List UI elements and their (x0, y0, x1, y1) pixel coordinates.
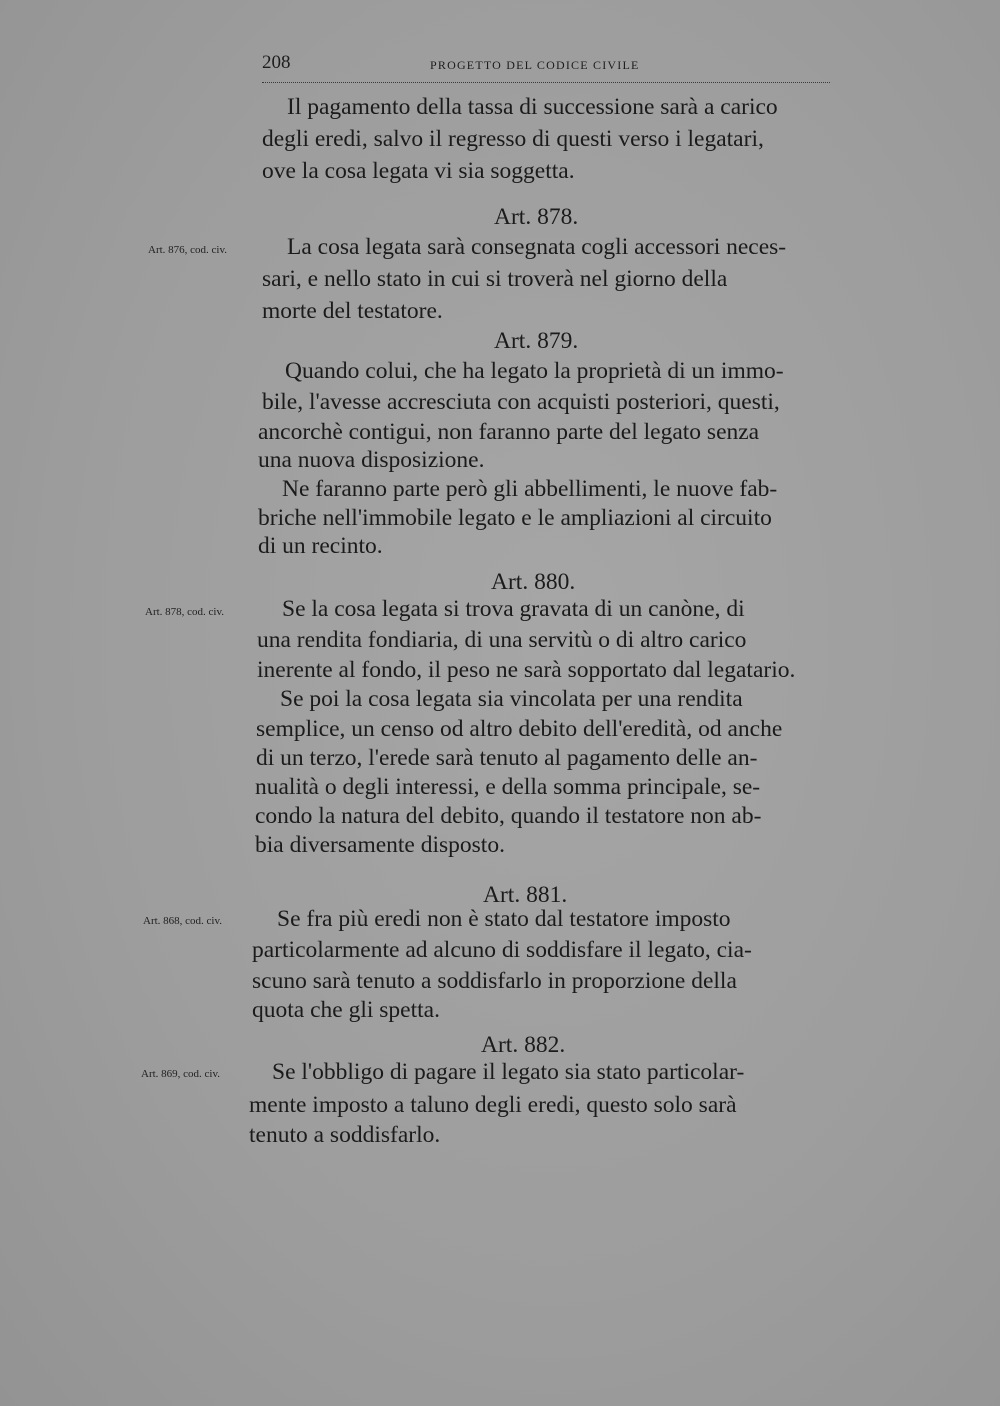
intro-line: Il pagamento della tassa di successione sarà a carico (287, 94, 778, 120)
article-line: una nuova disposizione. (258, 447, 485, 473)
article-line: scuno sarà tenuto a soddisfarlo in proporzione della (252, 968, 737, 994)
article-heading: Art. 879. (494, 328, 579, 354)
article-line: sari, e nello stato in cui si troverà nel giorno della (262, 266, 728, 292)
article-heading: Art. 878. (494, 204, 579, 230)
article-line: Se fra più eredi non è stato dal testatore imposto (277, 906, 731, 932)
article-heading: Art. 882. (481, 1032, 566, 1058)
article-line: quota che gli spetta. (252, 997, 440, 1023)
article-line: di un recinto. (258, 533, 383, 559)
article-line: mente imposto a taluno degli eredi, questo solo sarà (249, 1092, 737, 1118)
article-line: Se poi la cosa legata sia vincolata per una rendita (280, 686, 743, 712)
intro-line: ove la cosa legata vi sia soggetta. (262, 158, 575, 184)
article-line: condo la natura del debito, quando il testatore non ab- (255, 803, 762, 829)
article-line: briche nell'immobile legato e le ampliazioni al circuito (258, 505, 772, 531)
article-line: semplice, un censo od altro debito dell'eredità, od anche (256, 716, 783, 742)
article-line: inerente al fondo, il peso ne sarà sopportato dal legatario. (257, 657, 796, 683)
margin-note: Art. 868, cod. civ. (143, 915, 223, 927)
article-line: La cosa legata sarà consegnata cogli accessori neces- (287, 234, 787, 260)
running-head: PROGETTO DEL CODICE CIVILE (430, 58, 640, 72)
margin-note: Art. 876, cod. civ. (148, 244, 228, 256)
article-line: Se la cosa legata si trova gravata di un canòne, di (282, 596, 745, 622)
article-heading: Art. 880. (491, 569, 576, 595)
article-line: Se l'obbligo di pagare il legato sia stato particolar- (272, 1059, 745, 1085)
article-line: tenuto a soddisfarlo. (249, 1122, 441, 1148)
article-line: ancorchè contigui, non faranno parte del legato senza (258, 419, 760, 445)
margin-note: Art. 878, cod. civ. (145, 606, 225, 618)
article-heading: Art. 881. (483, 882, 568, 908)
margin-note: Art. 869, cod. civ. (141, 1068, 221, 1080)
article-line: bia diversamente disposto. (255, 832, 505, 858)
article-line: Ne faranno parte però gli abbellimenti, le nuove fab- (282, 476, 778, 502)
article-line: particolarmente ad alcuno di soddisfare il legato, cia- (252, 937, 752, 963)
article-line: morte del testatore. (262, 298, 443, 324)
article-line: nualità o degli interessi, e della somma principale, se- (255, 774, 761, 800)
article-line: di un terzo, l'erede sarà tenuto al pagamento delle an- (256, 745, 758, 771)
article-line: bile, l'avesse accresciuta con acquisti posteriori, questi, (262, 389, 780, 415)
article-line: una rendita fondiaria, di una servitù o di altro carico (257, 627, 747, 653)
article-line: Quando colui, che ha legato la proprietà di un immo- (285, 358, 784, 384)
intro-line: degli eredi, salvo il regresso di questi verso i legatari, (262, 126, 764, 152)
page-header (262, 52, 830, 83)
page-number: 208 (262, 52, 291, 73)
